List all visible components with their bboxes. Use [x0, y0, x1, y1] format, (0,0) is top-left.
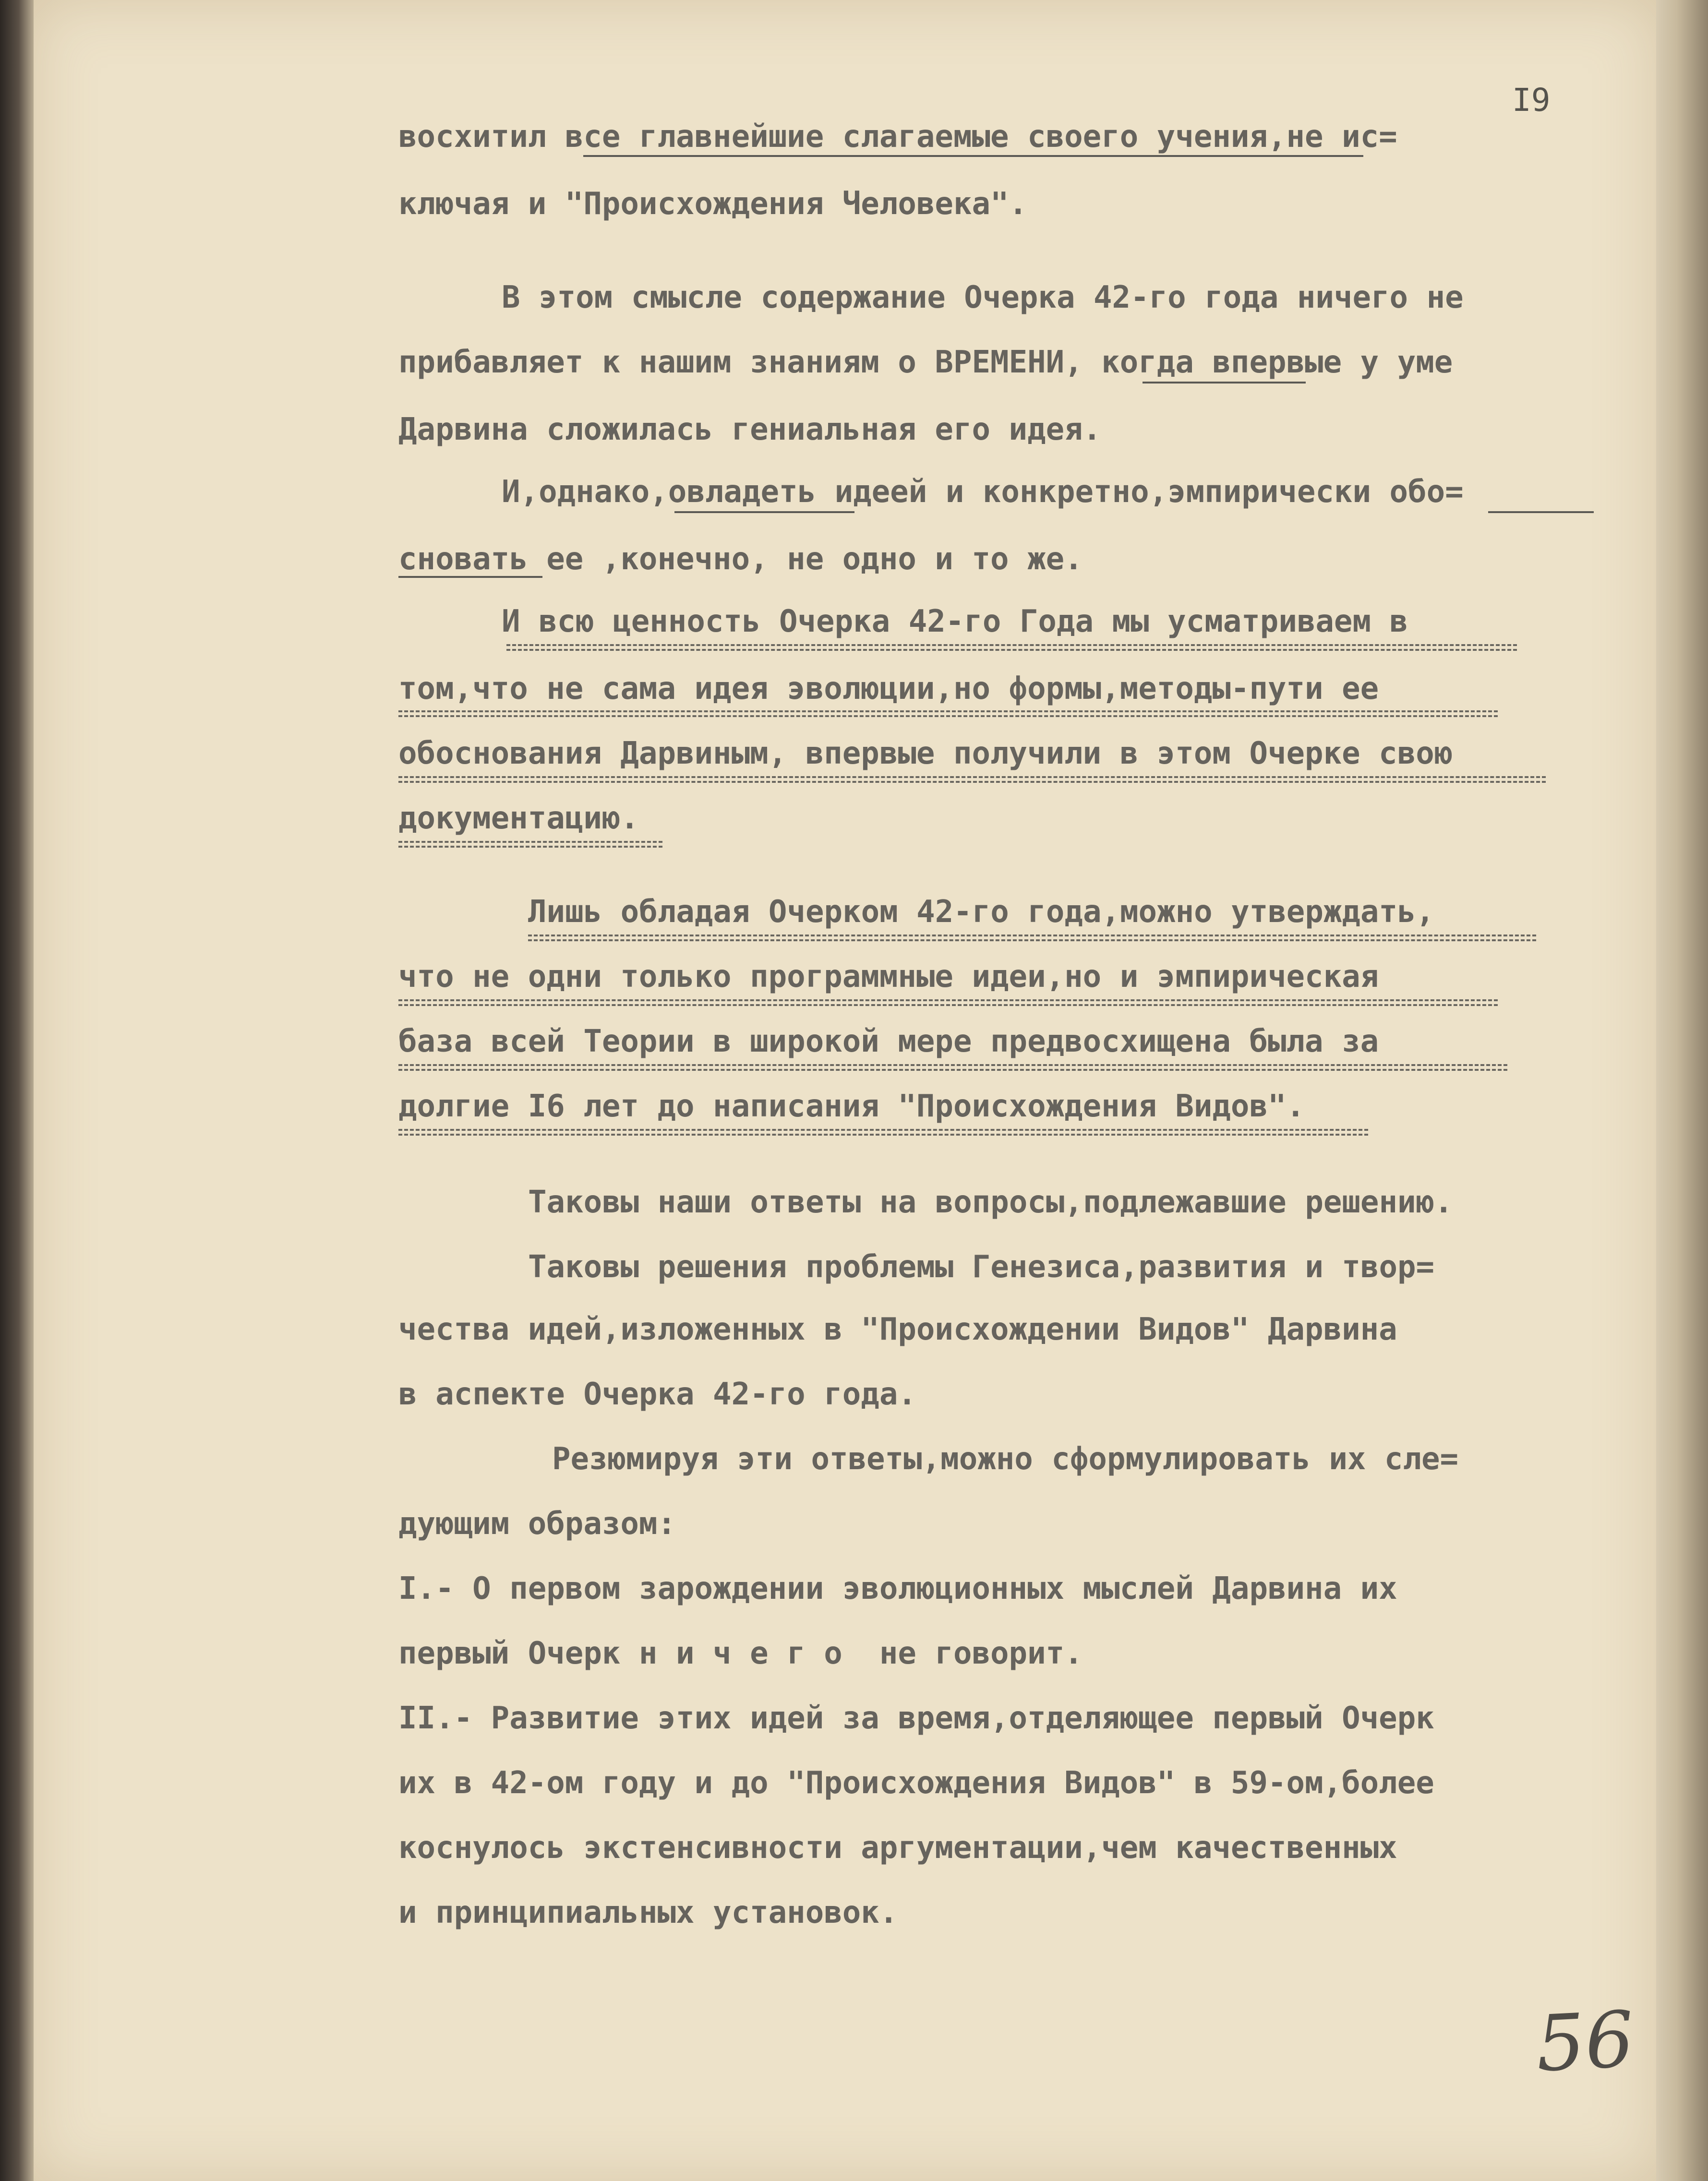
text-line-9: том,что не сама идея эволюции,но формы,методы-пути ее [398, 671, 1379, 707]
binding-edge [0, 0, 34, 2181]
text-line-1: восхитил все главнейшие слагаемые своего учения,не ис= [398, 119, 1397, 155]
double-underline-8 [398, 1129, 1368, 1136]
page-stack-edge [1656, 0, 1708, 2181]
text-line-19: в аспекте Очерка 42-го года. [398, 1377, 916, 1412]
underline-5 [398, 576, 542, 578]
text-line-25: их в 42-ом году и до "Происхождения Видов" в 59-ом,более [398, 1765, 1434, 1801]
text-line-16: Таковы наши ответы на вопросы,подлежавшие решению. [528, 1185, 1453, 1220]
text-line-8: И всю ценность Очерка 42-го Года мы усматриваем в [502, 604, 1408, 639]
text-line-17: Таковы решения проблемы Генезиса,развития и твор= [528, 1249, 1435, 1285]
double-underline-2 [398, 710, 1498, 717]
text-line-22: I.- О первом зарождении эволюционных мыслей Дарвина их [398, 1571, 1397, 1606]
text-line-27: и принципиальных установок. [398, 1895, 898, 1930]
underline-2 [1143, 382, 1306, 383]
double-underline-6 [398, 999, 1498, 1006]
text-line-13: что не одни только программные идеи,но и эмпирическая [398, 959, 1379, 995]
underline-4 [1488, 511, 1594, 513]
handwritten-folio-number: 56 [1534, 1994, 1636, 2089]
text-line-4: прибавляет к нашим знаниям о ВРЕМЕНИ, когда впервые у уме [398, 345, 1453, 380]
text-line-15: долгие I6 лет до написания "Происхождения Видов". [398, 1089, 1305, 1124]
underline-1 [583, 155, 1363, 157]
double-underline-7 [398, 1064, 1507, 1071]
text-line-14: база всей Теории в широкой мере предвосхищена была за [398, 1024, 1379, 1059]
text-line-26: коснулось экстенсивности аргументации,чем качественных [398, 1830, 1397, 1866]
text-line-21: дующим образом: [398, 1506, 676, 1542]
double-underline-4 [398, 841, 662, 848]
text-line-12: Лишь обладая Очерком 42-го года,можно утверждать, [528, 894, 1435, 930]
double-underline-5 [528, 935, 1536, 941]
text-line-7: сновать ее ,конечно, не одно и то же. [398, 541, 1083, 577]
text-line-18: чества идей,изложенных в "Происхождении Видов" Дарвина [398, 1312, 1397, 1347]
double-underline-1 [506, 644, 1517, 651]
text-line-10: обоснования Дарвиным, впервые получили в этом Очерке свою [398, 736, 1453, 771]
text-line-5: Дарвина сложилась гениальная его идея. [398, 412, 1102, 447]
text-line-11: документацию. [398, 801, 639, 836]
text-line-24: II.- Развитие этих идей за время,отделяющее первый Очерк [398, 1701, 1434, 1736]
underline-3 [674, 511, 854, 513]
text-line-3: В этом смысле содержание Очерка 42-го года ничего не [502, 280, 1464, 315]
text-line-2: ключая и "Происхождения Человека". [398, 186, 1028, 222]
double-underline-3 [398, 776, 1546, 783]
text-line-20: Резюмируя эти ответы,можно сформулировать их сле= [552, 1441, 1459, 1477]
text-line-23: первый Очерк н и ч е г о не говорит. [398, 1636, 1083, 1671]
page-number: I9 [1512, 82, 1551, 119]
text-line-6: И,однако,овладеть идеей и конкретно,эмпирически обо= [502, 474, 1464, 510]
